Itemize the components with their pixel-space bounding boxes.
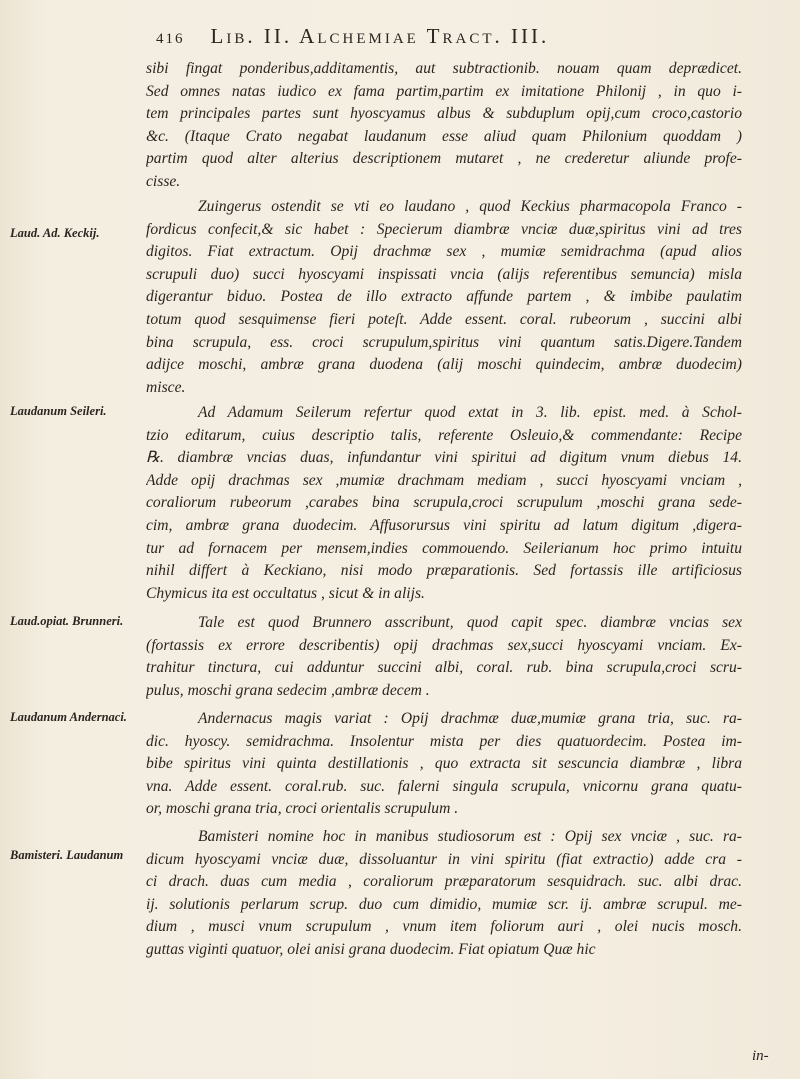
text-line: dium , musci vnum scrupulum , vnum item foliorum auri , olei nucis mosch. xyxy=(146,918,742,936)
catchword: in- xyxy=(752,1048,769,1064)
text-line: nihil differt à Keckiano, nisi modo præparationis. Sed fortassis ille artificiosus xyxy=(146,562,742,580)
paragraph xyxy=(146,826,742,962)
margin-note: Laud.opiat. Brunneri. xyxy=(10,614,124,628)
text-line: adijce moschi, ambræ grana duodena (alij moschi quindecim, ambræ duodecim) xyxy=(146,356,742,374)
text-line: cisse. xyxy=(146,172,181,190)
text-line: vna. Adde essent. coral.rub. suc. falerni singula scrupula, vnicornu grana quatu- xyxy=(146,777,742,795)
text-line: Chymicus ita est occultatus , sicut & in alijs. xyxy=(146,584,425,602)
margin-note: Laudanum Andernaci. xyxy=(10,710,127,724)
text-line: partim quod alter alterius descriptionem mutaret , ne crederetur aliunde profe- xyxy=(146,150,742,168)
text-line: bina scrupula, ess. croci scrupulum,spiritus vini quantum satis.Digere.Tandem xyxy=(146,333,742,351)
text-line: bibe spiritus vini quinta destillationis , quo extracta sit sescuncia diambræ , libra xyxy=(146,755,742,773)
text-line: coraliorum rubeorum ,carabes bina scrupula,croci scrupulum ,moschi grana sede- xyxy=(146,494,742,512)
paragraph xyxy=(146,612,742,702)
text-line: tem principales partes sunt hyoscyamus albus & subduplum opij,cum croco,castorio xyxy=(146,105,742,123)
text-line: sibi fingat ponderibus,additamentis, aut subtractionib. nouam quam deprædicet. xyxy=(146,60,742,77)
page-number: 416 xyxy=(156,31,185,47)
text-line: pulus, moschi grana sedecim ,ambræ decem . xyxy=(146,681,430,699)
text-line: fordicus confecit,& sic habet : Specierum diambræ vnciæ duæ,spiritus vini ad tres xyxy=(146,220,742,238)
text-line: cim, ambræ grana duodecim. Affusorursus vini spiritu ad latum digitum ,digera- xyxy=(146,516,742,534)
text-line: dic. hyoscy. semidrachma. Insolentur mista per dies quatuordecim. Postea im- xyxy=(146,732,742,750)
text-line: or, moschi grana tria, croci orientalis scrupulum . xyxy=(146,800,459,818)
text-line: Adde opij drachmas sex ,mumiæ drachmam mediam , succi hyoscyami vnciam , xyxy=(146,471,742,489)
text-line: Bamisteri nomine hoc in manibus studiosorum est : Opij sex vnciæ , suc. ra- xyxy=(198,828,742,845)
margin-note: Laud. Ad. Keckij. xyxy=(10,226,100,240)
text-line: ℞. diambræ vncias duas, infundantur vini spiritui ad digitum vnum diebus 14. xyxy=(146,449,742,467)
text-line: guttas viginti quatuor, olei anisi grana duodecim. Fiat opiatum Quæ hic xyxy=(146,940,596,958)
text-line: misce. xyxy=(146,378,186,396)
text-line: digerantur biduo. Postea de illo extracto affunde partem , & imbibe paulatim xyxy=(146,288,742,306)
paragraph xyxy=(146,58,742,194)
running-title: Lib. II. Alchemiae Tract. III. xyxy=(210,24,550,48)
text-line: Ad Adamum Seilerum refertur quod extat in 3. lib. epist. med. à Schol- xyxy=(198,404,742,421)
paragraph xyxy=(146,402,742,605)
margin-note: Bamisteri. Laudanum xyxy=(10,848,124,862)
text-line: ij. solutionis perlarum scrup. duo cum dimidio, mumiæ scr. ij. ambræ scrupul. me- xyxy=(146,895,742,913)
text-line: (fortassis ex errore describentis) opij drachmas sex,succi hyoscyami vnciam. Ex- xyxy=(146,636,742,654)
text-line: totum quod sesquimense fieri poteſt. Adde essent. coral. rubeorum , succini albi xyxy=(146,310,742,328)
text-line: Zuingerus ostendit se vti eo laudano , quod Keckius pharmacopola Franco - xyxy=(198,198,742,215)
text-line: Tale est quod Brunnero asscribunt, quod capit spec. diambræ vncias sex xyxy=(198,614,742,631)
text-line: scrupuli duo) succi hyoscyami inspissati vncia (alijs referentibus semuncia) misla xyxy=(146,265,742,283)
text-line: &c. (Itaque Crato negabat laudanum esse aliud quam Philonium quoddam ) xyxy=(146,127,742,145)
paragraph xyxy=(146,708,742,821)
text-line: trahitur tinctura, cui adduntur succini albi, coral. rub. bina scrupula,croci scru- xyxy=(146,659,742,677)
margin-note: Laudanum Seileri. xyxy=(10,404,107,418)
paragraph xyxy=(146,196,742,399)
text-line: Andernacus magis variat : Opij drachmæ duæ,mumiæ grana tria, suc. ra- xyxy=(198,710,742,727)
text-line: tur ad fornacem per mensem,indies commouendo. Seilerianum hoc primo intuitu xyxy=(146,539,742,557)
text-line: tzio editarum, cuius descriptio talis, referente Osleuio,& commendante: Recipe xyxy=(146,426,742,444)
text-line: digitos. Fiat extractum. Opij drachmæ sex , mumiæ semidrachma (apud alios xyxy=(146,243,742,261)
text-line: ci drach. duas cum media , coraliorum præparatorum sesquidrach. suc. albi drac. xyxy=(146,873,742,891)
text-line: dicum hyoscyami vnciæ duæ, dissoluantur in vini spiritu (fiat extractio) adde cra - xyxy=(146,850,742,868)
running-header xyxy=(156,24,716,54)
text-line: Sed omnes natas iudico ex fama partim,partim ex imitatione Philonij , in quo i- xyxy=(146,82,742,100)
